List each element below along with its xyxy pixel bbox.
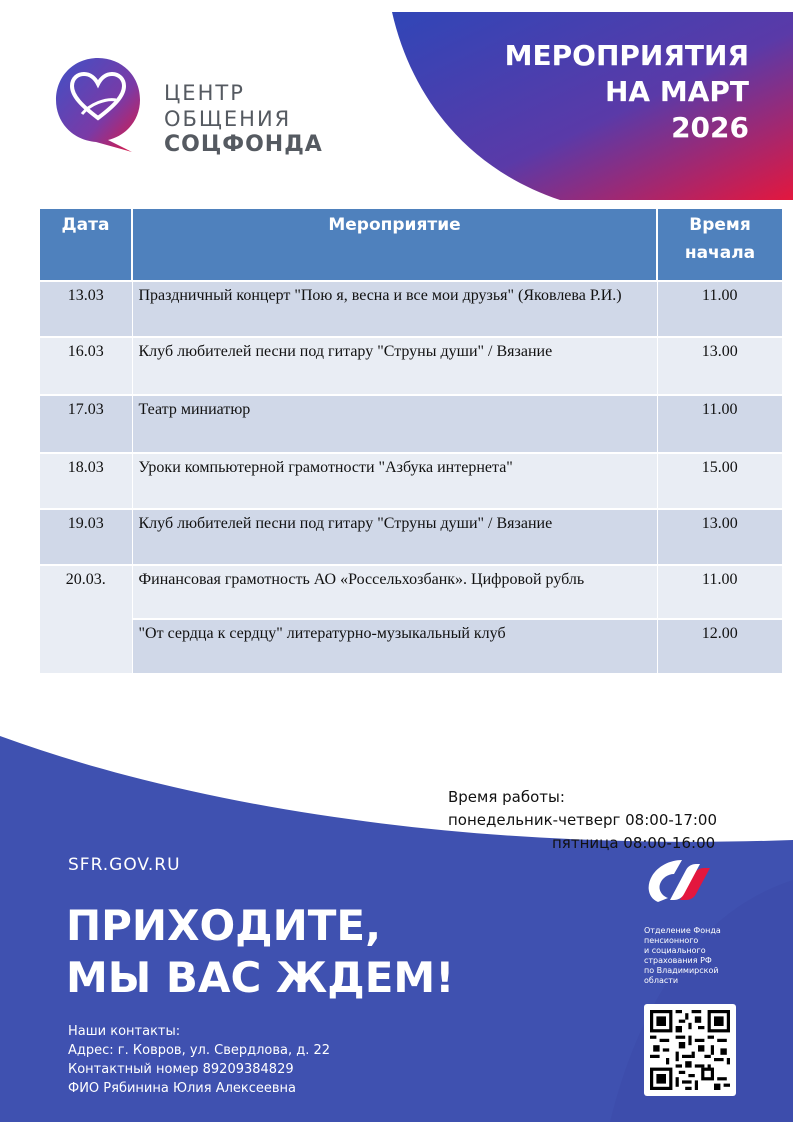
org-line-4: страхования РФ — [644, 956, 712, 965]
row-event: Клуб любителей песни под гитару "Струны души" / Вязание — [132, 509, 657, 565]
row-event: Клуб любителей песни под гитару "Струны души" / Вязание — [132, 337, 657, 395]
row-date: 16.03 — [40, 337, 132, 395]
hours-weekdays: понедельник-четверг 08:00-17:00 — [448, 811, 718, 829]
col-header-time-line-1: Время — [689, 215, 751, 235]
title-line-2: НА МАРТ — [604, 75, 749, 108]
table-row — [40, 281, 782, 337]
row-event: Праздничный концерт "Пою я, весна и все мои друзья" (Яковлева Р.И.) — [132, 281, 657, 337]
hours-friday: пятница 08:00-16:00 — [552, 834, 716, 852]
row-time: 13.00 — [657, 337, 782, 395]
col-header-time-line-2: начала — [684, 243, 756, 263]
contacts — [68, 1022, 330, 1098]
row-time: 11.00 — [657, 395, 782, 453]
row-date: 18.03 — [40, 453, 132, 509]
col-header-time — [657, 209, 782, 281]
org-line-3: и социального — [644, 946, 706, 955]
org-name — [644, 926, 744, 986]
working-hours — [448, 786, 717, 855]
site-link[interactable]: SFR.GOV.RU — [68, 855, 181, 875]
contacts-title: Наши контакты: — [68, 1024, 181, 1039]
org-line-2: пенсионного — [644, 936, 699, 945]
logo-text — [164, 80, 323, 158]
slogan-line-1: ПРИХОДИТЕ, — [66, 901, 382, 950]
col-header-date: Дата — [40, 209, 132, 281]
row-time: 11.00 — [657, 565, 782, 619]
table-row — [40, 509, 782, 565]
org-line-5: по Владимирской — [644, 966, 719, 975]
col-header-event: Мероприятие — [132, 209, 657, 281]
title-line-1: МЕРОПРИЯТИЯ — [504, 39, 749, 72]
contacts-phone: Контактный номер 89209384829 — [68, 1062, 294, 1077]
qr-code-icon — [644, 1004, 736, 1096]
sfr-logo-icon — [644, 854, 714, 906]
table-header-row — [40, 209, 782, 281]
row-time: 11.00 — [657, 281, 782, 337]
row-event: Финансовая грамотность АО «Россельхозбанк». Цифровой рубль — [132, 565, 657, 619]
table-row — [40, 565, 782, 619]
hours-title: Время работы: — [448, 788, 565, 806]
row-event: Уроки компьютерной грамотности "Азбука интернета" — [132, 453, 657, 509]
org-line-6: области — [644, 976, 679, 985]
title-line-3: 2026 — [671, 111, 749, 144]
slogan — [66, 900, 454, 1004]
table-row — [40, 337, 782, 395]
contacts-address: Адрес: г. Ковров, ул. Свердлова, д. 22 — [68, 1043, 331, 1058]
logo-line-1: ЦЕНТР — [164, 81, 245, 105]
row-time: 13.00 — [657, 509, 782, 565]
logo-line-3: СОЦФОНДА — [164, 132, 323, 157]
table-row — [40, 619, 782, 673]
row-date: 19.03 — [40, 509, 132, 565]
table-row — [40, 395, 782, 453]
slogan-line-2: МЫ ВАС ЖДЕМ! — [66, 953, 455, 1002]
logo-line-2: ОБЩЕНИЯ — [164, 107, 292, 131]
org-line-1: Отделение Фонда — [644, 926, 721, 935]
row-date: 20.03. — [40, 565, 132, 619]
row-event: Театр миниатюр — [132, 395, 657, 453]
row-date: 17.03 — [40, 395, 132, 453]
contacts-person: ФИО Рябинина Юлия Алексеевна — [68, 1081, 297, 1096]
row-date — [40, 619, 132, 673]
row-date: 13.03 — [40, 281, 132, 337]
row-time: 12.00 — [657, 619, 782, 673]
table-row — [40, 453, 782, 509]
schedule-table — [40, 209, 782, 673]
heart-logo-icon — [52, 52, 144, 154]
page-title — [429, 38, 749, 146]
row-event: "От сердца к сердцу" литературно-музыкальный клуб — [132, 619, 657, 673]
row-time: 15.00 — [657, 453, 782, 509]
